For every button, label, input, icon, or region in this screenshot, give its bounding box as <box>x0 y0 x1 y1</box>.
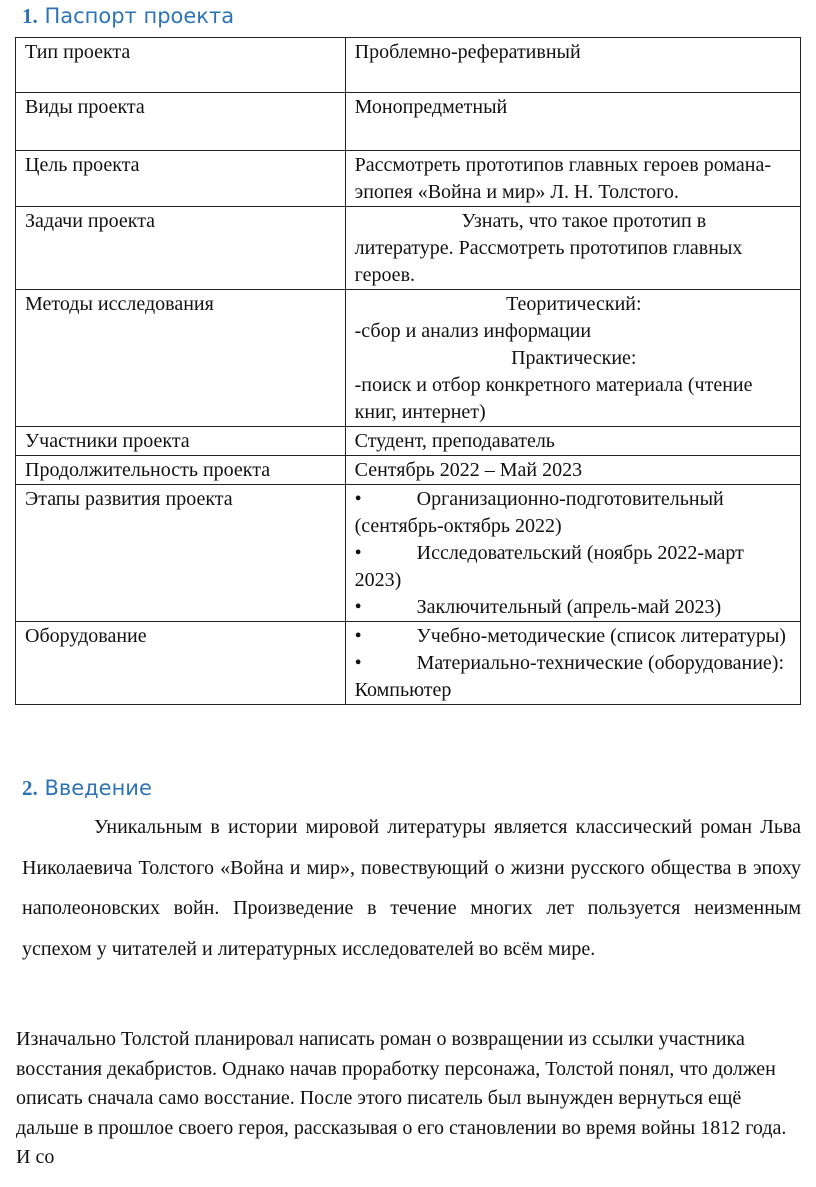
list-item <box>355 650 793 704</box>
row-key: Виды проекта <box>16 93 346 151</box>
row-value <box>345 485 800 622</box>
row-key: Задачи проекта <box>16 207 346 290</box>
method-heading-practice: Практические: <box>511 347 637 369</box>
row-key: Участники проекта <box>16 427 346 456</box>
row-key: Оборудование <box>16 622 346 705</box>
section-number: 1. <box>22 4 38 28</box>
row-value <box>345 207 800 290</box>
row-key: Методы исследования <box>16 290 346 427</box>
section-heading-passport <box>22 4 234 29</box>
row-value: Проблемно-реферативный <box>345 38 800 93</box>
bullet-icon: • <box>354 542 362 564</box>
row-key: Цель проекта <box>16 151 346 207</box>
intro-paragraph: Изначально Толстой планировал написать роман о возвращении из ссылки участника восстания декабристов. Однако начав проработку персонажа, Толстой понял, что должен описать сначала само восстание. После этого писатель был вынужден вернуться ещё дальше в прошлое своего героя, рассказывая о его становлении во время войны 1812 года. И со <box>16 1028 787 1168</box>
method-heading-theory: Теоритический: <box>506 293 642 315</box>
list-item <box>355 486 793 540</box>
list-item <box>355 623 793 650</box>
section-heading-intro <box>22 776 152 801</box>
list-item-text: Исследовательский (ноябрь 2022-март 2023) <box>354 542 744 591</box>
list-item <box>355 594 793 621</box>
list-item-text: Организационно-подготовительный (сентябрь-октябрь 2022) <box>354 488 724 537</box>
row-value: Монопредметный <box>345 93 800 151</box>
bullet-icon: • <box>354 488 362 510</box>
method-item: -поиск и отбор конкретного материала (чтение книг, интернет) <box>354 374 753 423</box>
table-row <box>16 38 801 93</box>
bullet-icon: • <box>354 596 362 618</box>
list-item-text: Учебно-методические (список литературы) <box>416 625 786 647</box>
bullet-icon: • <box>354 652 362 674</box>
row-value <box>345 622 800 705</box>
section-number: 2. <box>22 776 38 800</box>
list-item-text: Заключительный (апрель-май 2023) <box>416 596 722 618</box>
row-value: Сентябрь 2022 – Май 2023 <box>345 456 800 485</box>
row-key: Продолжительность проекта <box>16 456 346 485</box>
row-value: Рассмотреть прототипов главных героев романа- эпопея «Война и мир» Л. Н. Толстого. <box>345 151 800 207</box>
list-item <box>355 540 793 594</box>
intro-paragraph: Уникальным в истории мировой литературы является классический роман Льва Николаевича Толстого «Война и мир», повествующий о жизни русского общества в эпоху наполеоновских войн. Произведение в течение многих лет пользуется неизменным успехом у читателей и литературных исследователей во всём мире. <box>22 816 801 960</box>
project-passport-table <box>15 37 801 705</box>
bullet-icon: • <box>354 625 362 647</box>
table-row <box>16 485 801 622</box>
list-item-text: Материально-технические (оборудование): Компьютер <box>354 652 785 701</box>
table-row <box>16 207 801 290</box>
table-row <box>16 93 801 151</box>
row-key: Этапы развития проекта <box>16 485 346 622</box>
table-row <box>16 456 801 485</box>
table-row <box>16 622 801 705</box>
table-row <box>16 151 801 207</box>
row-value: Студент, преподаватель <box>345 427 800 456</box>
task-line-indented: Узнать, что такое прототип в <box>461 210 707 232</box>
section-title: Паспорт проекта <box>44 4 235 28</box>
row-value <box>345 290 800 427</box>
table-row <box>16 290 801 427</box>
task-line-rest: литературе. Рассмотреть прототипов главных героев. <box>354 237 743 286</box>
row-key: Тип проекта <box>16 38 346 93</box>
method-item: -сбор и анализ информации <box>354 320 592 342</box>
section-title: Введение <box>44 776 152 800</box>
table-row <box>16 427 801 456</box>
